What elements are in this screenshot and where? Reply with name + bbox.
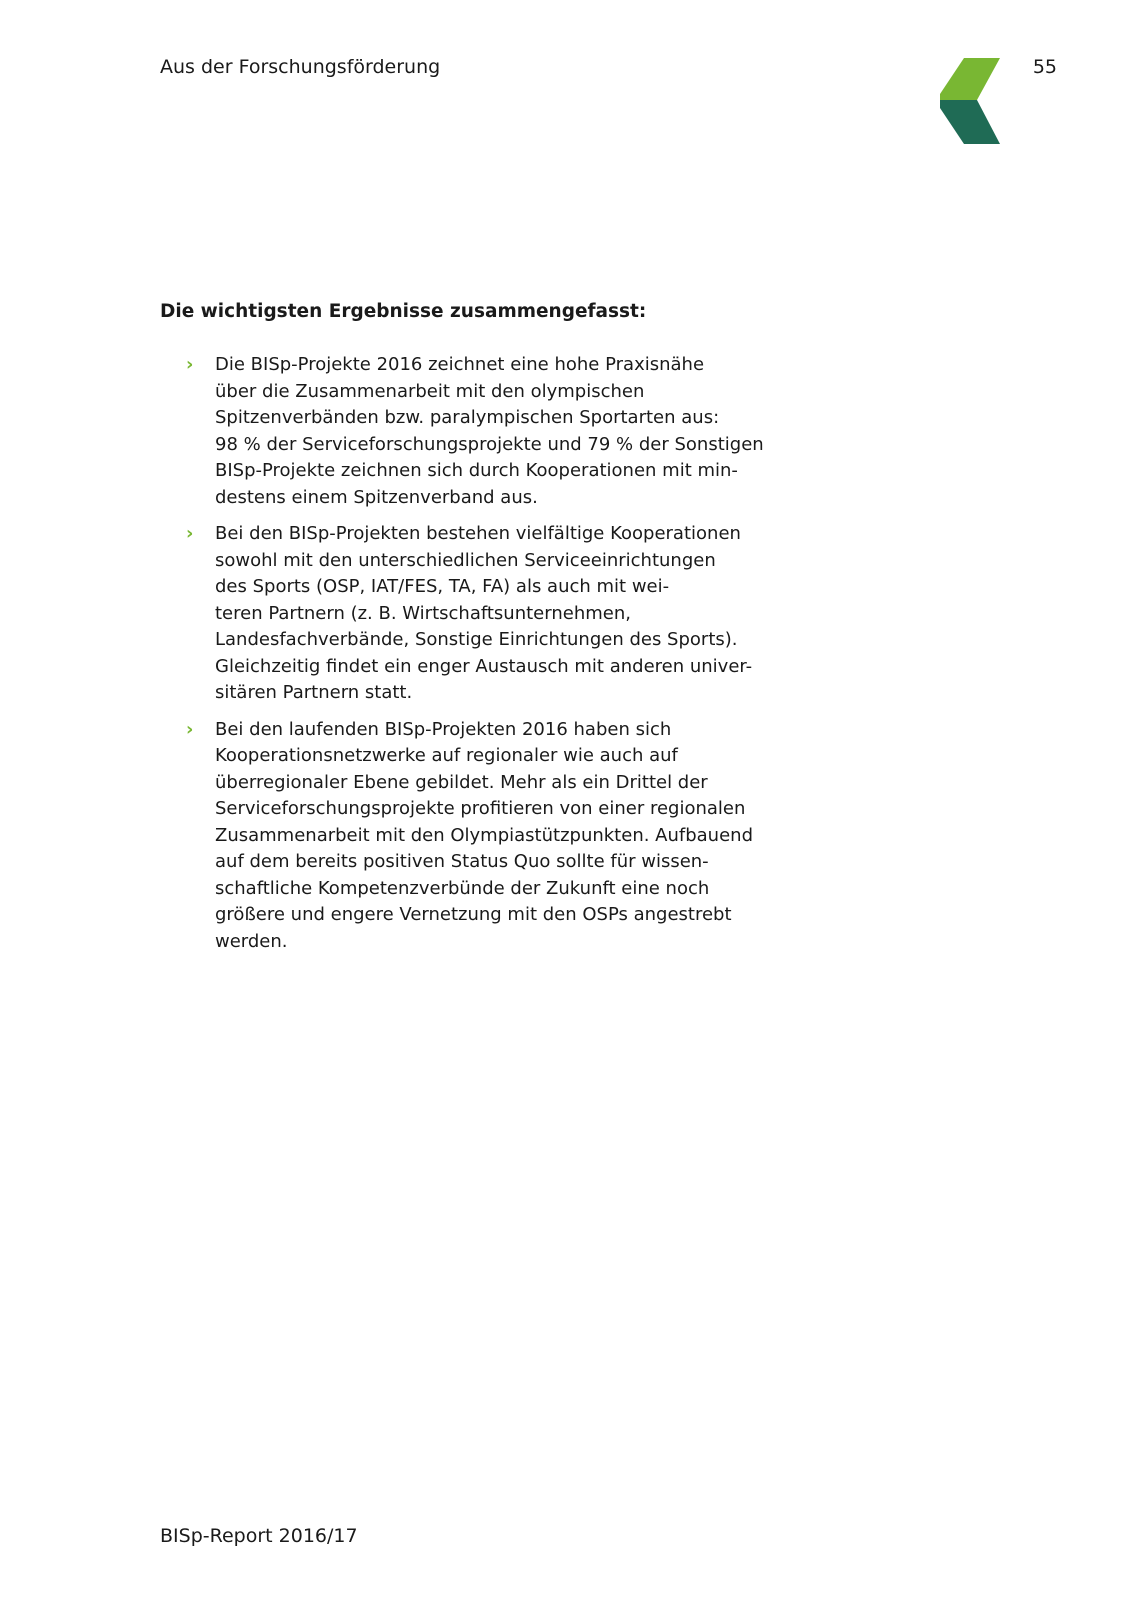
list-item (186, 521, 753, 707)
bullet-text (215, 717, 753, 956)
page-number: 55 (1032, 56, 1057, 78)
bullet-line: Bei den BISp-Projekten bestehen vielfältige Kooperationen (215, 523, 741, 544)
chevron-right-icon: › (186, 718, 194, 740)
bullet-line: sowohl mit den unterschiedlichen Serviceeinrichtungen (215, 549, 716, 571)
bullet-line: auf dem bereits positiven Status Quo sollte für wissen- (215, 851, 709, 872)
bullet-line: sitären Partnern statt. (215, 682, 413, 703)
chevron-right-icon: › (186, 354, 194, 375)
chevron-right-icon: › (186, 523, 194, 544)
bullet-line: werden. (215, 930, 288, 952)
bullet-line: überregionaler Ebene gebildet. Mehr als ein Drittel der (215, 771, 708, 793)
list-item (186, 717, 753, 956)
running-head: Aus der Forschungsförderung (160, 56, 441, 78)
bullet-line: über die Zusammenarbeit mit den olympischen (215, 380, 645, 402)
bullet-line: Serviceforschungsprojekte profitieren von einer regionalen (215, 798, 746, 819)
bullet-line: des Sports (OSP, IAT/FES, TA, FA) als auch mit wei- (215, 576, 670, 597)
bisp-chevron-logo-icon (940, 58, 1000, 144)
bullet-line: 98 % der Serviceforschungsprojekte und 79 % der Sonstigen (215, 433, 764, 455)
bullet-line: Bei den laufenden BISp-Projekten 2016 haben sich (215, 718, 672, 740)
bullet-list (186, 352, 764, 965)
footer-publication: BISp-Report 2016/17 (160, 1525, 358, 1547)
bullet-line: destens einem Spitzenverband aus. (215, 486, 538, 508)
bullet-line: größere und engere Vernetzung mit den OSPs angestrebt (215, 904, 732, 925)
bullet-line: Spitzenverbänden bzw. paralympischen Sportarten aus: (215, 407, 720, 428)
bullet-line: Die BISp-Projekte 2016 zeichnet eine hohe Praxisnähe (215, 354, 705, 375)
bullet-line: Zusammenarbeit mit den Olympiastützpunkten. Aufbauend (215, 824, 753, 846)
bullet-text (215, 352, 764, 511)
logo-lower-chevron (940, 100, 1000, 144)
bullet-line: BISp-Projekte zeichnen sich durch Kooperationen mit min- (215, 460, 738, 481)
section-title: Die wichtigsten Ergebnisse zusammengefasst: (160, 301, 647, 322)
bullet-line: Kooperationsnetzwerke auf regionaler wie auch auf (215, 745, 678, 766)
bullet-text (215, 521, 753, 707)
bullet-line: Gleichzeitig findet ein enger Austausch mit anderen univer- (215, 655, 753, 677)
bullet-line: teren Partnern (z. B. Wirtschaftsunternehmen, (215, 602, 631, 624)
list-item (186, 352, 764, 511)
bullet-line: schaftliche Kompetenzverbünde der Zukunft eine noch (215, 877, 710, 899)
logo-upper-chevron (940, 58, 1000, 100)
bullet-line: Landesfachverbände, Sonstige Einrichtungen des Sports). (215, 629, 738, 650)
